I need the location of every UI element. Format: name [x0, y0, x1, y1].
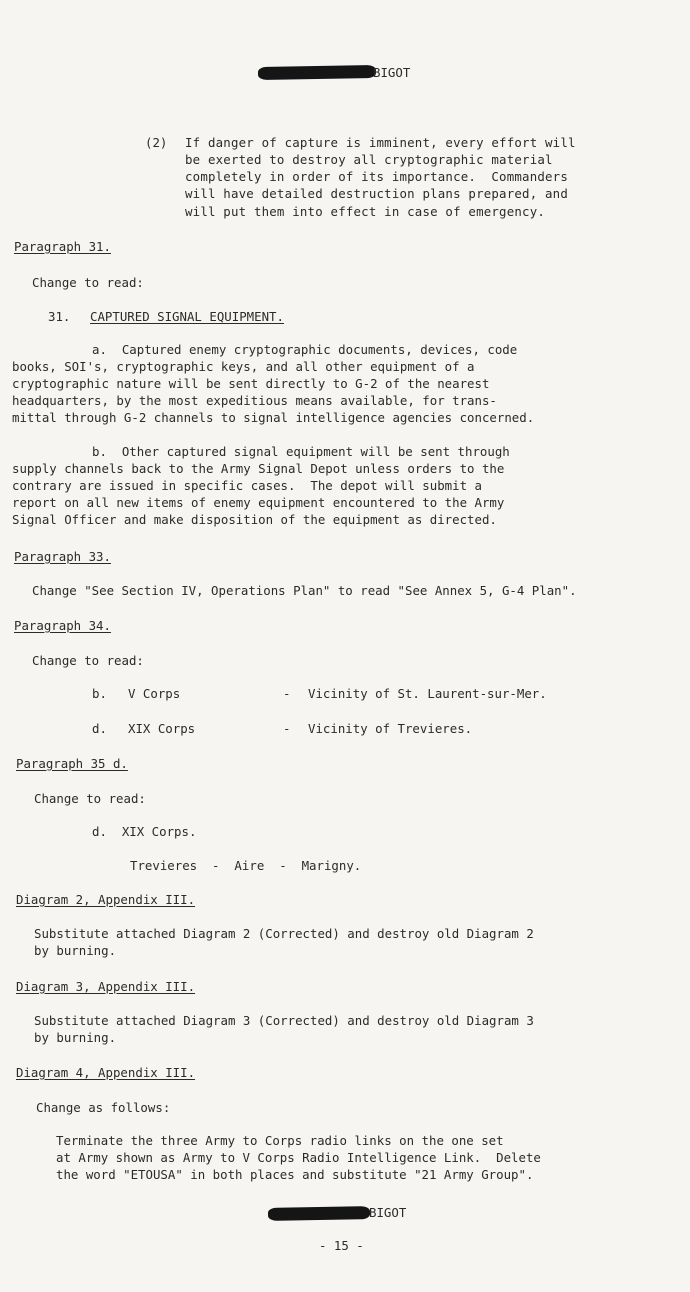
- diagram-4-line-2: at Army shown as Army to V Corps Radio Intelligence Link. Delete: [56, 1150, 541, 1165]
- diagram-4-line-1: Terminate the three Army to Corps radio links on the one set: [56, 1133, 504, 1148]
- paragraph-33-heading: Paragraph 33.: [14, 549, 111, 564]
- paragraph-35-heading: Paragraph 35 d.: [16, 756, 128, 771]
- diagram-3-line-1: Substitute attached Diagram 3 (Corrected) and destroy old Diagram 3: [34, 1013, 534, 1028]
- section-31-b-line-2: supply channels back to the Army Signal Depot unless orders to the: [12, 461, 505, 476]
- diagram-2-line-2: by burning.: [34, 943, 117, 958]
- item-2-number: (2): [145, 135, 168, 150]
- section-31-number: 31.: [48, 309, 71, 324]
- section-31-b-line-4: report on all new items of enemy equipment encountered to the Army: [12, 495, 505, 510]
- header-classification: BIGOT: [373, 65, 411, 80]
- section-31-a-line-4: headquarters, by the most expeditious means available, for trans-: [12, 393, 497, 408]
- paragraph-31-change: Change to read:: [32, 275, 144, 290]
- diagram-4-change: Change as follows:: [36, 1100, 171, 1115]
- item-2-line-3: completely in order of its importance. Commanders: [185, 169, 568, 184]
- paragraph-34-change: Change to read:: [32, 653, 144, 668]
- diagram-3-heading: Diagram 3, Appendix III.: [16, 979, 196, 994]
- item-2-line-5: will put them into effect in case of emergency.: [185, 204, 546, 219]
- section-31-a-line-2: books, SOI's, cryptographic keys, and all other equipment of a: [12, 359, 475, 374]
- paragraph-34-row-1-letter: b.: [92, 686, 107, 701]
- paragraph-35-change: Change to read:: [34, 791, 146, 806]
- paragraph-34-row-2-location: Vicinity of Trevieres.: [308, 721, 473, 736]
- paragraph-33-text: Change "See Section IV, Operations Plan" to read "See Annex 5, G-4 Plan".: [32, 583, 577, 598]
- diagram-2-line-1: Substitute attached Diagram 2 (Corrected) and destroy old Diagram 2: [34, 926, 534, 941]
- redaction-mark-bottom: [268, 1206, 370, 1221]
- paragraph-34-row-1-location: Vicinity of St. Laurent-sur-Mer.: [308, 686, 547, 701]
- section-31-a-line-3: cryptographic nature will be sent directly to G-2 of the nearest: [12, 376, 490, 391]
- section-31-a-line-5: mittal through G-2 channels to signal intelligence agencies concerned.: [12, 410, 535, 425]
- diagram-4-heading: Diagram 4, Appendix III.: [16, 1065, 196, 1080]
- footer-classification: BIGOT: [369, 1205, 407, 1220]
- paragraph-34-row-1-unit: V Corps: [128, 686, 181, 701]
- section-31-a-line-1: a. Captured enemy cryptographic documents, devices, code: [92, 342, 518, 357]
- diagram-3-line-2: by burning.: [34, 1030, 117, 1045]
- redaction-mark-top: [258, 65, 376, 80]
- item-2-line-4: will have detailed destruction plans prepared, and: [185, 186, 568, 201]
- diagram-2-heading: Diagram 2, Appendix III.: [16, 892, 196, 907]
- paragraph-34-row-2-letter: d.: [92, 721, 107, 736]
- paragraph-35-route: Trevieres - Aire - Marigny.: [130, 858, 362, 873]
- paragraph-34-heading: Paragraph 34.: [14, 618, 111, 633]
- paragraph-31-heading: Paragraph 31.: [14, 239, 111, 254]
- section-31-b-line-3: contrary are issued in specific cases. The depot will submit a: [12, 478, 482, 493]
- paragraph-35-item: d. XIX Corps.: [92, 824, 197, 839]
- section-31-b-line-5: Signal Officer and make disposition of the equipment as directed.: [12, 512, 497, 527]
- section-31-b-line-1: b. Other captured signal equipment will be sent through: [92, 444, 510, 459]
- paragraph-34-row-1-dash: -: [283, 686, 291, 701]
- paragraph-34-row-2-unit: XIX Corps: [128, 721, 196, 736]
- page-number: - 15 -: [319, 1238, 364, 1253]
- item-2-line-2: be exerted to destroy all cryptographic material: [185, 152, 553, 167]
- paragraph-34-row-2-dash: -: [283, 721, 291, 736]
- item-2-line-1: If danger of capture is imminent, every effort will: [185, 135, 576, 150]
- section-31-title: CAPTURED SIGNAL EQUIPMENT.: [90, 309, 284, 324]
- diagram-4-line-3: the word "ETOUSA" in both places and substitute "21 Army Group".: [56, 1167, 534, 1182]
